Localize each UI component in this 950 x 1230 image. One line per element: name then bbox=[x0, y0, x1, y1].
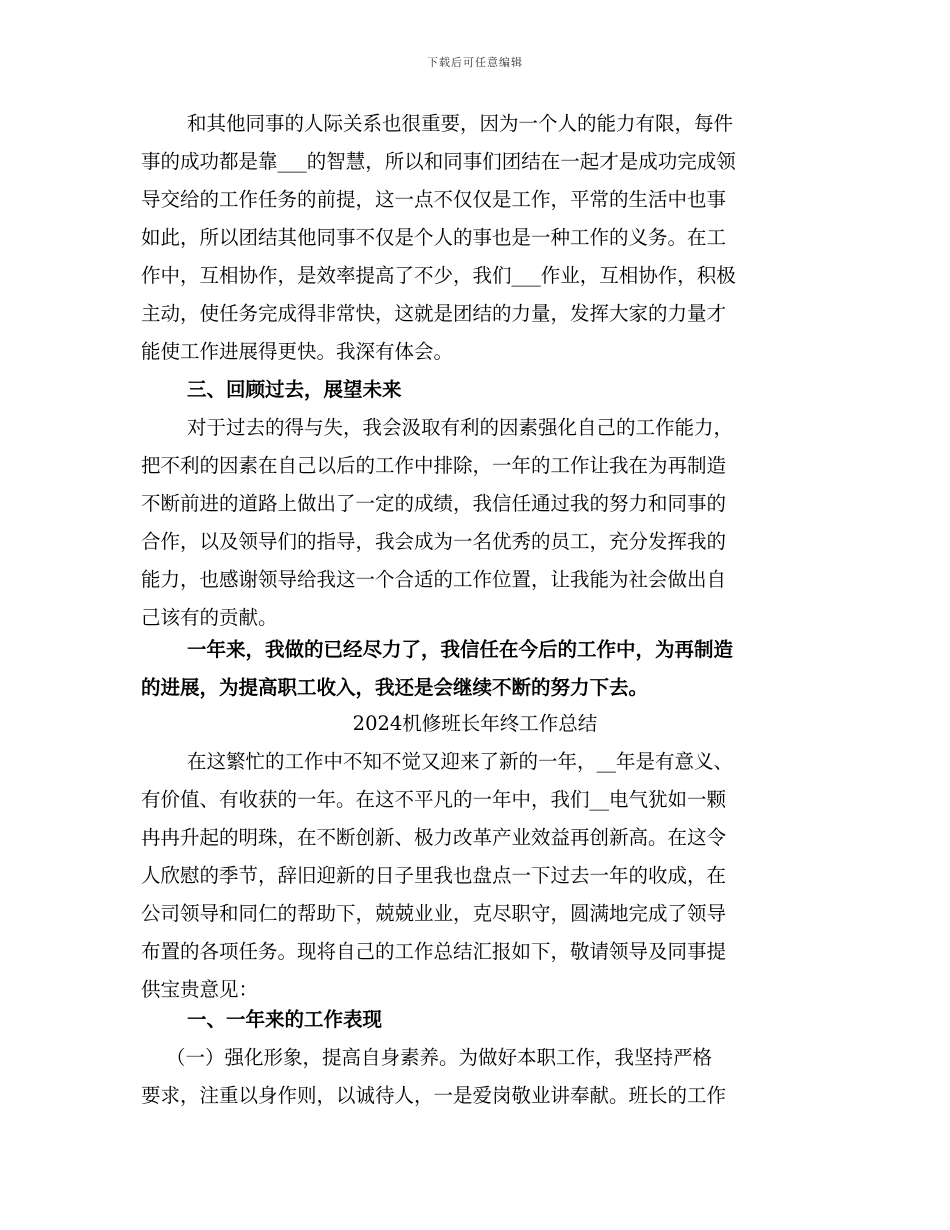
bold-paragraph-line: 一年来，我做的已经尽力了，我信任在今后的工作中，为再制造 bbox=[187, 638, 734, 661]
paragraph-line: 布置的各项任务。现将自己的工作总结汇报如下，敬请领导及同事提 bbox=[141, 940, 727, 963]
paragraph-line: 合作，以及领导们的指导，我会成为一名优秀的员工，充分发挥我的 bbox=[141, 530, 727, 553]
paragraph-line: 己该有的贡献。 bbox=[141, 606, 278, 629]
paragraph-line: 导交给的工作任务的前提，这一点不仅仅是工作，平常的生活中也事 bbox=[141, 188, 727, 211]
paragraph-line: 不断前进的道路上做出了一定的成绩，我信任通过我的努力和同事的 bbox=[141, 492, 727, 515]
page-header: 下载后可任意编辑 bbox=[427, 56, 523, 69]
paragraph-line: （一）强化形象，提高自身素养。为做好本职工作，我坚持严格 bbox=[166, 1046, 713, 1069]
paragraph-line: 对于过去的得与失，我会汲取有利的因素强化自己的工作能力， bbox=[187, 416, 734, 439]
paragraph-line: 作中，互相协作，是效率提高了不少，我们___作业，互相协作，积极 bbox=[141, 264, 736, 287]
paragraph-line: 把不利的因素在自己以后的工作中排除，一年的工作让我在为再制造 bbox=[141, 454, 727, 477]
paragraph-line: 公司领导和同仁的帮助下，兢兢业业，克尽职守，圆满地完成了领导 bbox=[141, 902, 727, 925]
document-title: 2024机修班长年终工作总结 bbox=[352, 712, 598, 735]
paragraph-line: 事的成功都是靠___的智慧，所以和同事们团结在一起才是成功完成领 bbox=[141, 150, 736, 173]
paragraph-line: 和其他同事的人际关系也很重要，因为一个人的能力有限，每件 bbox=[187, 112, 734, 135]
paragraph-line: 冉冉升起的明珠，在不断创新、极力改革产业效益再创新高。在这令 bbox=[141, 826, 727, 849]
paragraph-line: 主动，使任务完成得非常快，这就是团结的力量，发挥大家的力量才 bbox=[141, 302, 727, 325]
paragraph-line: 能力，也感谢领导给我这一个合适的工作位置，让我能为社会做出自 bbox=[141, 568, 727, 591]
paragraph-line: 在这繁忙的工作中不知不觉又迎来了新的一年，__年是有意义、 bbox=[187, 750, 734, 773]
bold-paragraph-line: 的进展，为提高职工收入，我还是会继续不断的努力下去。 bbox=[141, 676, 649, 699]
paragraph-line: 如此，所以团结其他同事不仅是个人的事也是一种工作的义务。在工 bbox=[141, 226, 727, 249]
section-heading-review: 三、回顾过去，展望未来 bbox=[187, 378, 402, 401]
paragraph-line: 要求，注重以身作则，以诚待人，一是爱岗敬业讲奉献。班长的工作 bbox=[141, 1084, 727, 1107]
paragraph-line: 人欣慰的季节，辞旧迎新的日子里我也盘点一下过去一年的收成，在 bbox=[141, 864, 727, 887]
paragraph-line: 供宝贵意见： bbox=[141, 978, 259, 1001]
section-heading-performance: 一、一年来的工作表现 bbox=[187, 1008, 383, 1031]
paragraph-line: 有价值、有收获的一年。在这不平凡的一年中，我们__电气犹如一颗 bbox=[141, 788, 727, 811]
paragraph-line: 能使工作进展得更快。我深有体会。 bbox=[141, 340, 454, 363]
